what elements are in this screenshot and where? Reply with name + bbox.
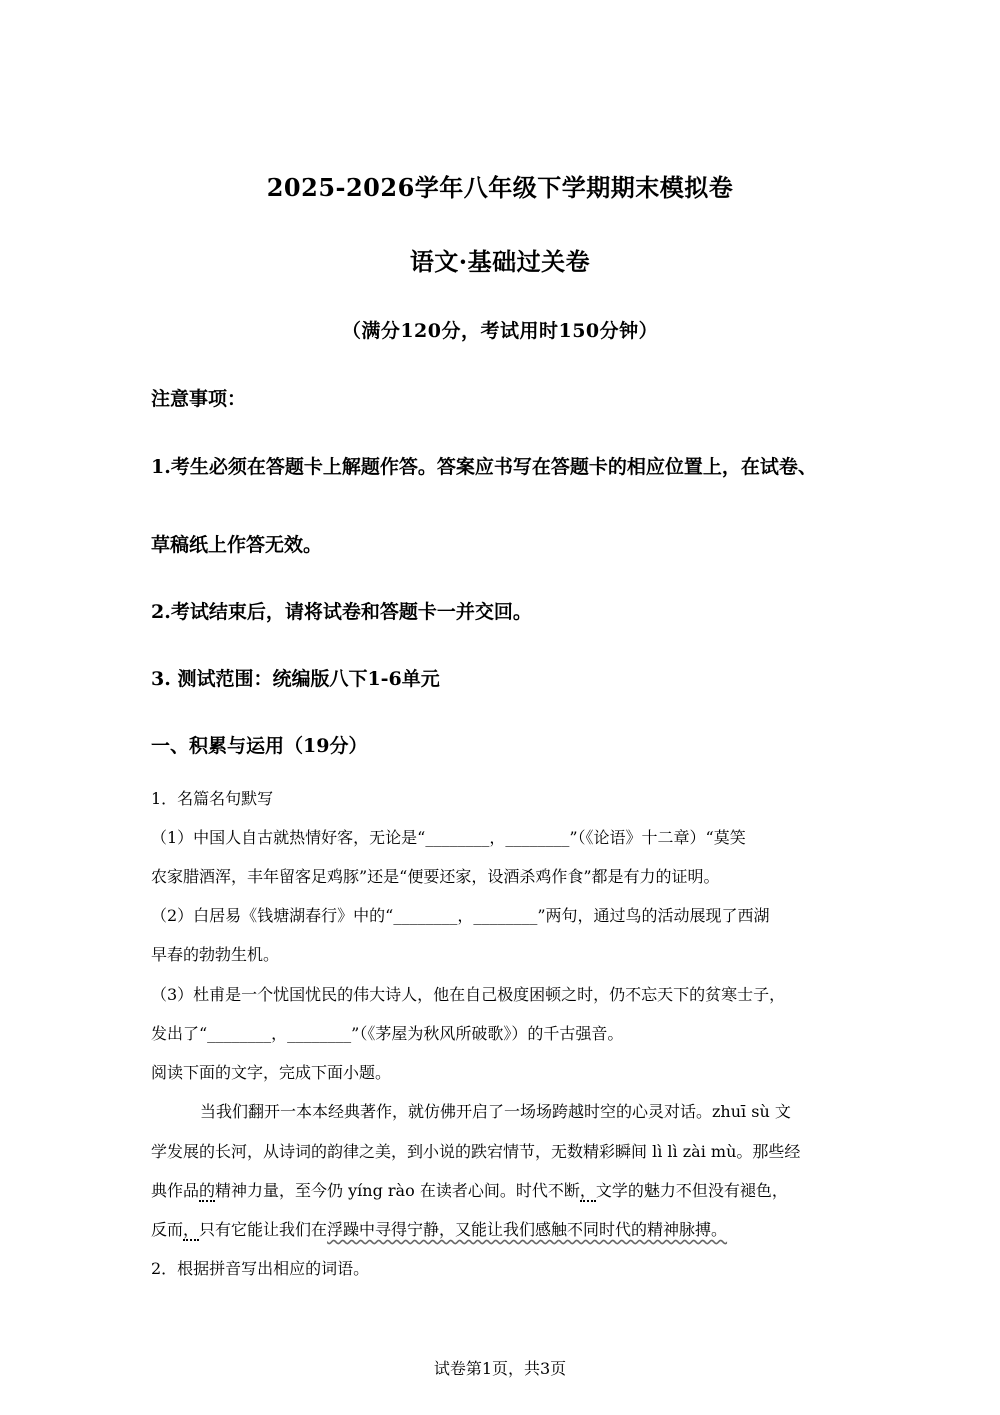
passage-text: 精神力量，至今仍 yíng rào 在读者心间。时代不断 — [215, 1181, 580, 1200]
dotted-emphasis: 的 — [199, 1181, 216, 1200]
question-1-2-line-1: （2）白居易《钱塘湖春行》中的“________，________”两句，通过鸟的活动展现了西湖 — [151, 906, 770, 925]
passage-line-3 — [151, 1178, 851, 1201]
dotted-emphasis: ， — [579, 1181, 596, 1200]
score-note: （满分120分，考试用时150分钟） — [341, 320, 659, 342]
question-1-3-line-2: 发出了“________，________”（《茅屋为秋风所破歌》）的千古强音。 — [151, 1024, 624, 1043]
question-1-3-line-1: （3）杜甫是一个忧国忧民的伟大诗人，他在自己极度困顿之时，仍不忘天下的贫寒士子， — [151, 985, 786, 1004]
question-1-title: 1．名篇名句默写 — [151, 789, 274, 808]
notice-item-2: 2.考试结束后，请将试卷和答题卡一并交回。 — [151, 601, 532, 623]
passage-text: 反而 — [151, 1220, 184, 1239]
passage-text: 典作品 — [151, 1181, 200, 1200]
passage-text: 文学的魅力不但没有褪色， — [595, 1181, 788, 1200]
section-1-heading: 一、积累与运用（19分） — [151, 735, 368, 757]
page-footer: 试卷第1页，共3页 — [433, 1359, 567, 1378]
question-1-1-line-2: 农家腊酒浑，丰年留客足鸡豚”还是“便要还家，设酒杀鸡作食”都是有力的证明。 — [151, 867, 720, 886]
reading-intro: 阅读下面的文字，完成下面小题。 — [151, 1063, 392, 1082]
passage-line-1: 当我们翻开一本本经典著作，就仿佛开启了一场场跨越时空的心灵对话。zhuī sù 文 — [200, 1102, 791, 1121]
question-1-1-line-1: （1）中国人自古就热情好客，无论是“________，________”（《论语》十二章）“莫笑 — [151, 828, 746, 847]
dotted-emphasis: ， — [183, 1220, 200, 1239]
wavy-underlined-text: 浮躁中寻得宁静，又能让我们感触不同时代的精神脉搏。 — [327, 1220, 728, 1239]
passage-line-4 — [151, 1217, 851, 1240]
exam-title: 2025-2026学年八年级下学期期末模拟卷 — [266, 173, 734, 202]
notice-item-1-line-1: 1.考生必须在答题卡上解题作答。答案应书写在答题卡的相应位置上，在试卷、 — [151, 456, 817, 478]
exam-subtitle: 语文·基础过关卷 — [409, 247, 591, 276]
question-2-title: 2．根据拼音写出相应的词语。 — [151, 1259, 370, 1278]
notice-item-1-line-2: 草稿纸上作答无效。 — [151, 534, 323, 556]
question-1-2-line-2: 早春的勃勃生机。 — [151, 945, 280, 964]
passage-text: 只有它能让我们在 — [199, 1220, 328, 1239]
notice-heading: 注意事项： — [151, 388, 247, 410]
notice-item-3: 3. 测试范围：统编版八下1-6单元 — [151, 668, 440, 690]
passage-line-2: 学发展的长河，从诗词的韵律之美，到小说的跌宕情节，无数精彩瞬间 lì lì zài mù。那些经 — [151, 1142, 801, 1161]
